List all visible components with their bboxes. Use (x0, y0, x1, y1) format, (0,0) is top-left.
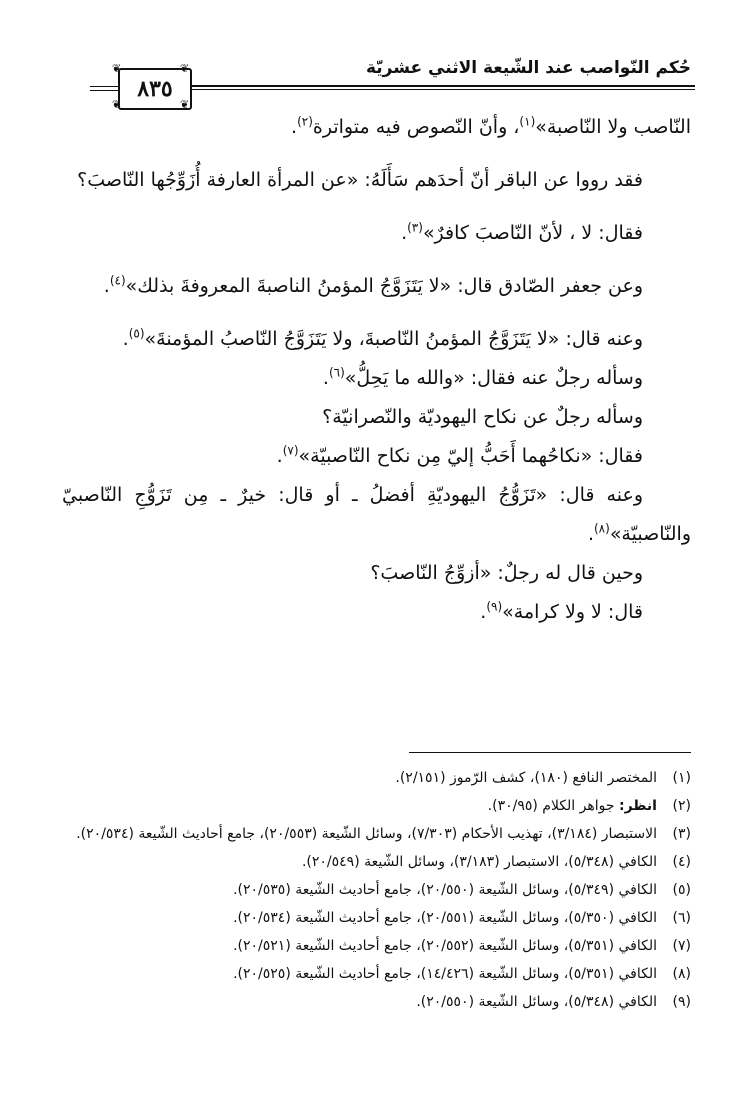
footnote-ref: (٩) (486, 599, 503, 614)
ornament-icon: ❦ (180, 62, 190, 75)
footnote (62, 988, 691, 1016)
paragraph (62, 437, 691, 476)
paragraph (62, 320, 691, 359)
paragraph (62, 108, 691, 147)
footnote-ref: (٧) (282, 443, 299, 458)
footnote-number: (٨) (672, 966, 691, 982)
paragraph-text: النّاصب ولا النّاصبة» (535, 116, 691, 138)
footnote-text: المختصر النافع (١٨٠)، كشف الرّموز (٢/١٥١). (395, 770, 657, 786)
paragraph-text: فقال: لا ، لأنّ النّاصبَ كافرٌ» (422, 222, 643, 244)
footnote-ref: (٤) (109, 273, 126, 288)
footnote-ref: (٥) (128, 326, 145, 341)
ornament-icon: ❦ (112, 98, 122, 111)
paragraph (62, 398, 691, 437)
footnote (62, 820, 691, 848)
header-rule (188, 85, 695, 87)
footnote-ref: (٨) (593, 521, 610, 536)
footnote-text: الكافي (٥/٣٤٨)، الاستبصار (٣/١٨٣)، وسائل الشّيعة (٢٠/٥٤٩). (301, 854, 657, 870)
paragraph-text: وعنه قال: «لا يَتَزَوَّجُ المؤمنُ النّاصبةَ، ولا يَتَزَوَّجُ النّاصبُ المؤمنةَ» (144, 328, 643, 350)
running-header-title: حُكم النّواصب عند الشّيعة الاثني عشريّة (365, 58, 691, 78)
footnote-number: (٤) (672, 854, 691, 870)
paragraph (62, 359, 691, 398)
paragraph-text: . (587, 523, 594, 545)
paragraph (62, 267, 691, 306)
footnote-text-body: جواهر الكلام (٣٠/٩٥). (487, 798, 619, 814)
paragraph-text: قال: لا ولا كرامة» (502, 601, 643, 623)
footnote-ref: (٦) (328, 365, 345, 380)
paragraph (62, 554, 691, 593)
paragraph-text: ، وأنّ النّصوص فيه متواترة (312, 116, 520, 138)
paragraph-text: وحين قال له رجلٌ: «أزوِّجُ النّاصبَ؟ (370, 562, 643, 584)
paragraph-text: . (291, 116, 298, 138)
footnote-text: الكافي (٥/٣٤٩)، وسائل الشّيعة (٢٠/٥٥٠)، جامع أحاديث الشّيعة (٢٠/٥٣٥). (233, 882, 657, 898)
ornament-icon: ❦ (180, 98, 190, 111)
footnote-ref: (١) (519, 114, 536, 129)
main-text (62, 108, 691, 632)
header-rule-thin (188, 89, 695, 90)
paragraph-text: . (322, 367, 329, 389)
paragraph-text: وسأله رجلٌ عنه فقال: «والله ما يَحِلُّ» (344, 367, 643, 389)
paragraph-text: فقال: «نكاحُهما أَحَبُّ إليّ مِن نكاح النّاصبيّة» (298, 445, 643, 467)
paragraph (62, 593, 691, 632)
paragraph-text: . (103, 275, 110, 297)
paragraph-text: وسأله رجلٌ عن نكاح اليهوديّة والنّصرانيّة؟ (322, 406, 643, 428)
footnotes (62, 764, 691, 1016)
footnote-number: (٩) (672, 994, 691, 1010)
footnote-label: انظر: (618, 798, 657, 814)
footnote-text: الكافي (٥/٣٥٠)، وسائل الشّيعة (٢٠/٥٥١)، جامع أحاديث الشّيعة (٢٠/٥٣٤). (233, 910, 657, 926)
paragraph-text: . (122, 328, 129, 350)
paragraph-text: . (480, 601, 487, 623)
footnote-text: الكافي (٥/٣٥١)، وسائل الشّيعة (١٤/٤٢٦)، جامع أحاديث الشّيعة (٢٠/٥٢٥). (233, 966, 657, 982)
footnote (62, 904, 691, 932)
paragraph-text: وعنه قال: «تَزَوُّجُ اليهوديّةِ أفضلُ ـ أو قال: خيرٌ ـ مِن تَزَوُّجِ النّاصبيّ والنّاصبيّة» (62, 484, 691, 545)
footnote (62, 764, 691, 792)
paragraph-text: فقد رووا عن الباقر أنّ أحدَهم سَأَلَهُ: «عن المرأة العارفة أُزَوِّجُها النّاصبَ؟ (77, 169, 643, 191)
ornament-icon: ❦ (112, 62, 122, 75)
footnote-number: (٣) (672, 826, 691, 842)
footnote (62, 848, 691, 876)
paragraph (62, 214, 691, 253)
footnote-text: الكافي (٥/٣٤٨)، وسائل الشّيعة (٢٠/٥٥٠). (416, 994, 657, 1010)
paragraph (62, 476, 691, 554)
footnote-number: (٢) (672, 798, 691, 814)
footnote (62, 932, 691, 960)
page-number-text: ٨٣٥ (137, 76, 173, 102)
page-number-line (90, 86, 118, 87)
footnote-separator (409, 752, 691, 753)
footnote-ref: (٣) (407, 220, 423, 235)
paragraph-text: وعن جعفر الصّادق قال: «لا يَتَزَوَّجُ المؤمنُ الناصبةَ المعروفةَ بذلك» (125, 275, 643, 297)
footnote-number: (١) (672, 770, 691, 786)
footnote-number: (٥) (672, 882, 691, 898)
footnote-text: الكافي (٥/٣٥١)، وسائل الشّيعة (٢٠/٥٥٢)، جامع أحاديث الشّيعة (٢٠/٥٢١). (233, 938, 657, 954)
footnote-ref: (٢) (297, 114, 313, 129)
page-number-line (90, 90, 118, 91)
paragraph (62, 161, 691, 200)
footnote-text (62, 792, 657, 820)
footnote-text: الاستبصار (٣/١٨٤)، تهذيب الأحكام (٧/٣٠٣)، وسائل الشّيعة (٢٠/٥٥٣)، جامع أحاديث الشّيعة (٢٠/٥٣٤). (76, 826, 657, 842)
footnote (62, 960, 691, 988)
footnote (62, 876, 691, 904)
footnote-number: (٦) (672, 910, 691, 926)
paragraph-text: . (276, 445, 283, 467)
footnote-number: (٧) (672, 938, 691, 954)
paragraph-text: . (401, 222, 408, 244)
footnote (62, 792, 691, 820)
